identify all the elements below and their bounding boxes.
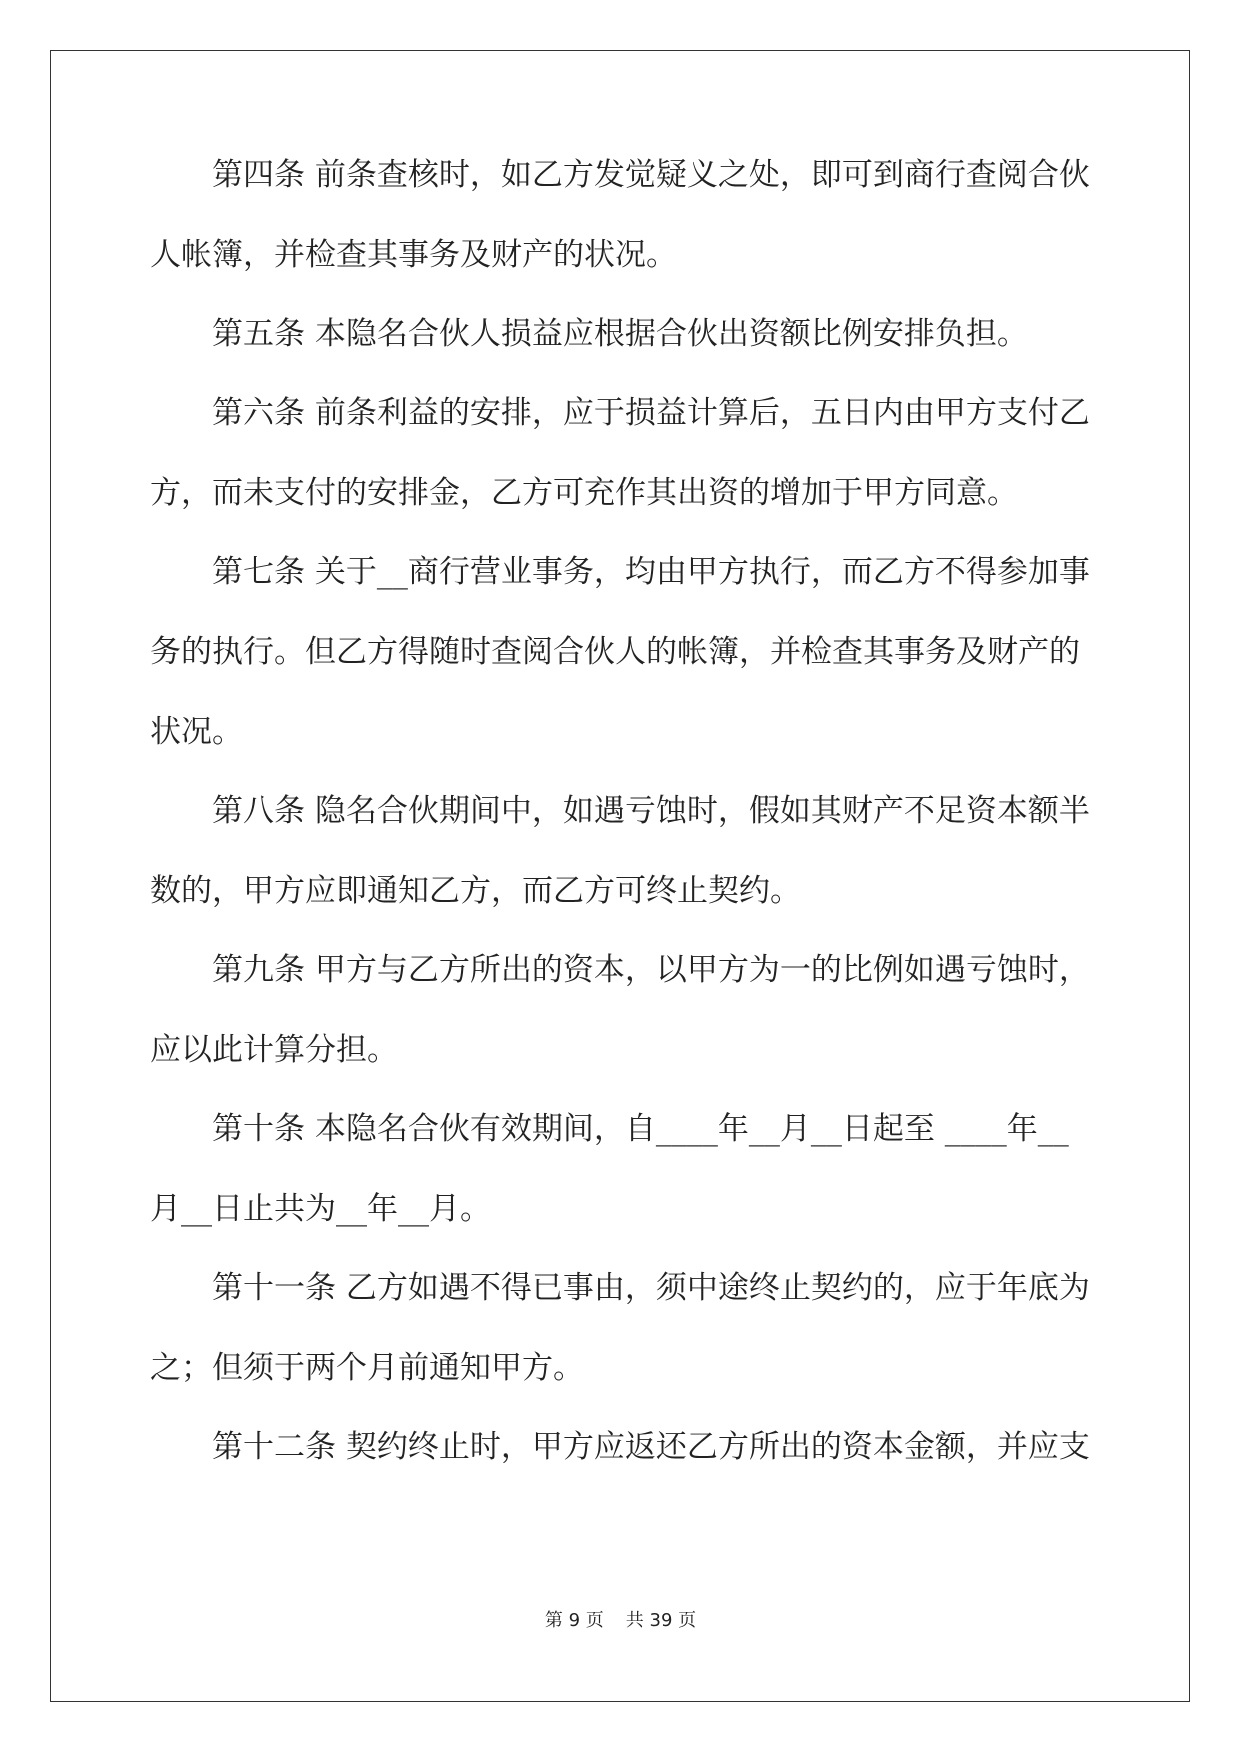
text-line: 第七条 关于__商行营业事务，均由甲方执行，而乙方不得参加事 [212,554,1090,590]
page-footer [0,1606,1241,1632]
document-body [150,157,1090,1511]
text-line: 第五条 本隐名合伙人损益应根据合伙出资额比例安排负担。 [212,316,1028,352]
article-4-paragraph [150,157,1090,273]
article-6-paragraph [150,395,1090,511]
total-pages: 共 39 页 [625,1610,697,1631]
text-line: 务的执行。但乙方得随时查阅合伙人的帐簿，并检查其事务及财产的 [150,634,1080,670]
text-line: 第十条 本隐名合伙有效期间，自____年__月__日起至 ____年__ [212,1111,1069,1147]
text-line: 之；但须于两个月前通知甲方。 [150,1350,584,1386]
text-line: 第十一条 乙方如遇不得已事由，须中途终止契约的，应于年底为 [212,1270,1090,1306]
text-line: 第六条 前条利益的安排，应于损益计算后，五日内由甲方支付乙 [212,395,1090,431]
text-line: 方，而未支付的安排金，乙方可充作其出资的增加于甲方同意。 [150,475,1018,511]
article-5-paragraph [150,316,1090,352]
article-9-paragraph [150,952,1090,1068]
article-12-paragraph [150,1429,1090,1465]
article-8-paragraph [150,793,1090,909]
text-line: 第四条 前条查核时，如乙方发觉疑义之处，即可到商行查阅合伙 [212,157,1090,193]
text-line: 第八条 隐名合伙期间中，如遇亏蚀时，假如其财产不足资本额半 [212,793,1090,829]
text-line: 数的，甲方应即通知乙方，而乙方可终止契约。 [150,873,801,909]
article-10-paragraph [150,1111,1090,1227]
text-line: 第九条 甲方与乙方所出的资本，以甲方为一的比例如遇亏蚀时， [212,952,1090,988]
text-line: 应以此计算分担。 [150,1032,398,1068]
article-11-paragraph [150,1270,1090,1386]
text-line: 月__日止共为__年__月。 [150,1191,491,1227]
text-line: 人帐簿，并检查其事务及财产的状况。 [150,237,677,273]
page-number: 第 9 页 [544,1610,604,1631]
text-line: 第十二条 契约终止时，甲方应返还乙方所出的资本金额，并应支 [212,1429,1090,1465]
article-7-paragraph [150,554,1090,750]
text-line: 状况。 [150,714,243,750]
